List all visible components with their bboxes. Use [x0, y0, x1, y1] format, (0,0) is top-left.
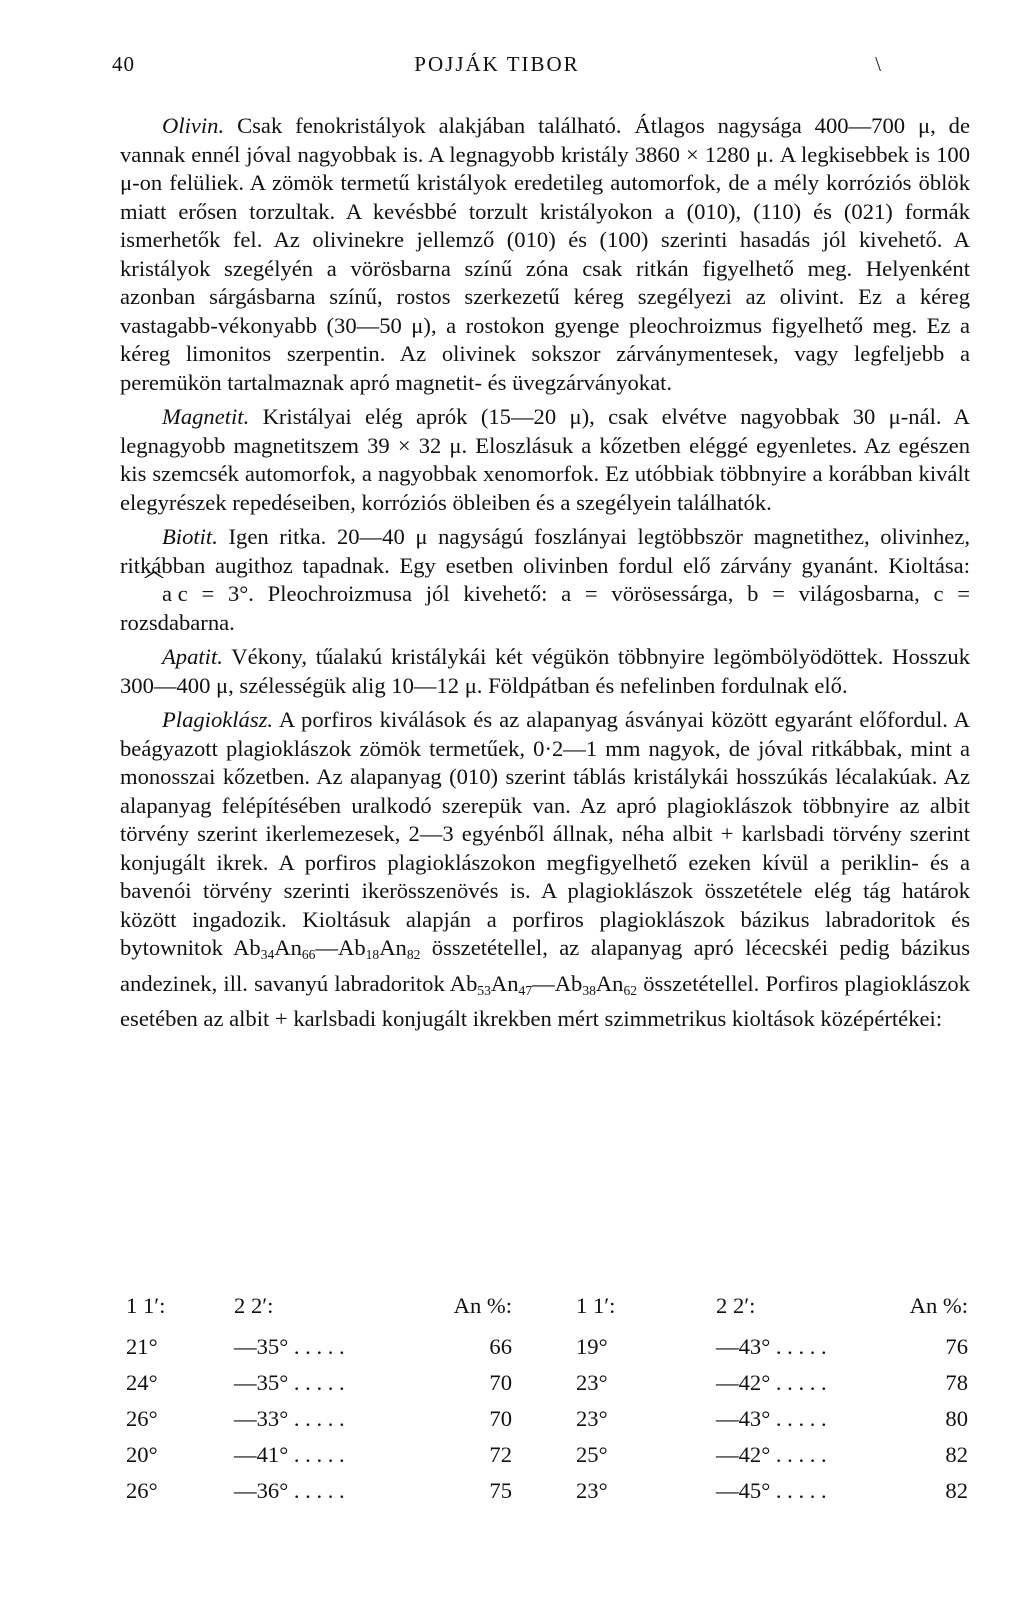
table-cell: 21°	[126, 1334, 158, 1359]
paragraph-text: A porfiros kiválások és az alapanyag ásványai között egyaránt előfordul. A beágyazott plagioklászok zömök termetűek, 0·2—1 mm nagyok, de jóval ritkábbak, mint a monosszai kőzetben. Az alapanyag (010) szerint táblás kristálykái hosszúkás lécalakúak. Az alapanyag felépítésében uralkodó szerepük van. Az apró plagioklászok többnyire az albit törvény szerint ikerlemezesek, 2—3 egyénből állnak, néha albit + karlsbadi törvény szerint konjugált ikrek. A porfiros plagioklászokon megfigyelhető ezeken kívül a periklin- és a bavenói törvény szerinti ikerösszenövés is. A plagioklászok összetétele elég tág határok között ingadozik. Kioltásuk alapján a porfiros plagioklászok bázikus labradoritok és bytownitok	[120, 707, 971, 960]
paragraph-lead: Biotit.	[162, 524, 218, 549]
chemical-formula: $Ab_{34}An_{66}—Ab_{18}An_{82}$	[233, 935, 421, 962]
paragraph-text: Kristályai elég aprók (15—20 μ), csak elvétve nagyobbak 30 μ-nál. A legnagyobb magnetitszem 39 × 32 μ. Eloszlásuk a kőzetben eléggé egyenletes. Az egészen kis szemcsék automorfok, a nagyobbak xenomorfok. Ez utóbbiak többnyire a korábban kivált elegyrészek repedéseiben, korróziós öbleiben és a szegélyein találhatók.	[120, 404, 970, 515]
extinction-table	[118, 1283, 978, 1509]
paragraph-text: összetétellel, az alapanyag apró lécecskéi pedig bázikus andezinek, ill. savanyú labradoritok	[120, 935, 970, 996]
table-header: 2 2′:	[716, 1293, 756, 1318]
table-cell: 75	[489, 1478, 512, 1503]
paragraph-apatit	[120, 643, 970, 700]
table-cell: —43° . . . . .	[716, 1406, 827, 1431]
paragraph-text: összetétellel. Porfiros plagioklászok esetében az albit + karlsbadi konjugált ikrekben mért szimmetrikus kioltások középértékei:	[120, 970, 971, 1031]
paragraph-text: Csak fenokristályok alakjában található. Átlagos nagysága 400—700 μ, de vannak ennél jóval nagyobbak is. A legnagyobb kristály 3860 × 1280 μ. A legkisebbek is 100 μ-on felüliek. A zömök termetű kristályok eredetileg automorfok, de a mély korróziós öblök miatt erősen torzultak. A kevésbbé torzult kristályokon a (010), (110) és (021) formák ismerhetők fel. Az olivinekre jellemző (010) és (100) szerinti hasadás jól kivehető. A kristályok szegélyén a vörösbarna színű zóna csak ritkán figyelhető meg. Helyenként azonban sárgásbarna színű, rostos szerkezetű kéreg szegélyezi az olivint. Ez a kéreg vastagabb-vékonyabb (30—50 μ), a rostokon gyenge pleochroizmus figyelhető meg. Ez a kéreg limonitos szerpentin. Az olivinek sokszor zárványmentesek, vagy legfeljebb a peremükön tartalmaznak apró magnetit- és üvegzárványokat.	[120, 113, 970, 395]
paragraph-text: Vékony, tűalakú kristálykái két végükön többnyire legömbölyödöttek. Hosszuk 300—400 μ, szélességük alig 10—12 μ. Földpátban és nefelinben fordulnak elő.	[120, 644, 970, 698]
table-cell: 80	[945, 1406, 968, 1431]
table-cell: 26°	[126, 1406, 158, 1431]
paragraph-magnetit	[120, 403, 970, 517]
table-cell: —36° . . . . .	[234, 1478, 345, 1503]
table-cell: 23°	[576, 1406, 608, 1431]
table-cell: 70	[489, 1370, 512, 1395]
table-row	[118, 1329, 978, 1365]
table-cell: —42° . . . . .	[716, 1442, 827, 1467]
table-cell: 66	[489, 1334, 512, 1359]
corner-mark: \	[875, 52, 882, 76]
paragraph-lead: Olivin.	[162, 113, 225, 138]
table-cell: —43° . . . . .	[716, 1334, 827, 1359]
body-text	[120, 112, 970, 1040]
table-cell: 82	[945, 1478, 968, 1503]
table-header: An %:	[909, 1293, 968, 1318]
table-row	[118, 1401, 978, 1437]
table-cell: —35° . . . . .	[234, 1370, 345, 1395]
table-cell: —35° . . . . .	[234, 1334, 345, 1359]
table-header: 1 1′:	[576, 1293, 616, 1318]
table-cell: 78	[945, 1370, 968, 1395]
table-cell: 82	[945, 1442, 968, 1467]
angle-symbol: a c	[120, 580, 188, 609]
table-header-row	[118, 1283, 978, 1329]
table-cell: —33° . . . . .	[234, 1406, 345, 1431]
table-cell: —45° . . . . .	[716, 1478, 827, 1503]
table-cell: 70	[489, 1406, 512, 1431]
paragraph-biotit	[120, 523, 970, 637]
table-cell: 26°	[126, 1478, 158, 1503]
table-row	[118, 1365, 978, 1401]
table-cell: —41° . . . . .	[234, 1442, 345, 1467]
table-header: An %:	[453, 1293, 512, 1318]
page-number: 40	[112, 52, 135, 76]
paragraph-olivin	[120, 112, 970, 397]
table-cell: 76	[945, 1334, 968, 1359]
table-cell: 25°	[576, 1442, 608, 1467]
table-cell: 20°	[126, 1442, 158, 1467]
table-cell: —42° . . . . .	[716, 1370, 827, 1395]
table-cell: 24°	[126, 1370, 158, 1395]
table-header: 2 2′:	[234, 1293, 274, 1318]
running-title: POJJÁK TIBOR	[414, 52, 580, 76]
paragraph-text: Igen ritka. 20—40 μ nagyságú foszlányai legtöbbször magnetithez, olivinhez, ritkábban augithoz tapadnak. Egy esetben olivinben fordul elő zárvány gyanánt. Kioltása:	[120, 524, 971, 578]
table-cell: 23°	[576, 1370, 608, 1395]
table-row	[118, 1473, 978, 1509]
chemical-formula: $Ab_{53}An_{47}—Ab_{38}An_{62}$	[449, 970, 638, 998]
table-row	[118, 1437, 978, 1473]
paragraph-lead: Magnetit.	[162, 404, 250, 429]
table-cell: 19°	[576, 1334, 608, 1359]
table-cell: 72	[489, 1442, 512, 1467]
table-header: 1 1′:	[126, 1293, 166, 1318]
table-cell: 23°	[576, 1478, 608, 1503]
paragraph-lead: Apatit.	[162, 644, 223, 669]
paragraph-plagioklasz	[120, 706, 970, 1034]
paragraph-lead: Plagioklász.	[162, 707, 274, 732]
paragraph-text: = 3°. Pleochroizmusa jól kivehető: a = vörösessárga, b = világosbarna, c = rozsdabarna.	[120, 581, 970, 635]
